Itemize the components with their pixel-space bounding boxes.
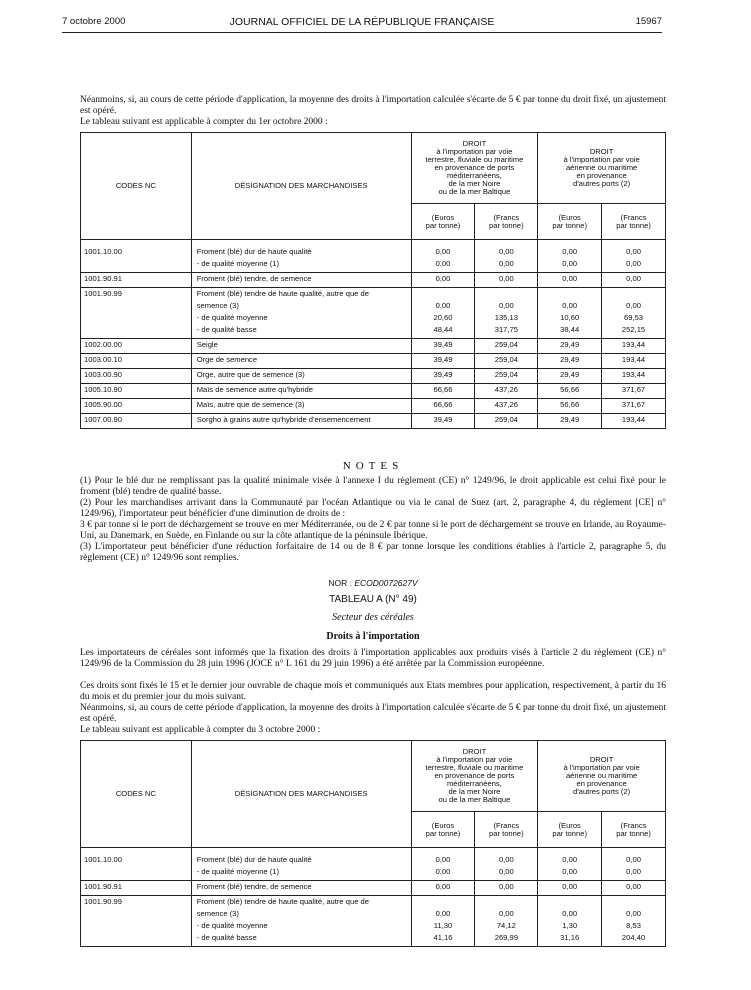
designation-line: Seigle	[196, 340, 218, 349]
table-header-row	[81, 741, 666, 812]
duty-euros-other-ports: 56,66	[560, 385, 580, 394]
designation-header: DÉSIGNATION DES MARCHANDISES	[191, 133, 411, 240]
nc-code: 1001.90.91	[84, 882, 123, 891]
duty-francs-mediterranean-cell	[475, 288, 538, 339]
duty-euros-mediterranean: 66,66	[433, 400, 453, 409]
duty-francs-other-ports: 204,40	[621, 933, 646, 942]
duty-euros-mediterranean: 41,16	[433, 933, 453, 942]
designation-line: - de qualité moyenne (1)	[196, 867, 280, 876]
duty-euros-mediterranean: 11,30	[433, 921, 453, 930]
designation-line: Orge, autre que de semence (3)	[196, 370, 305, 379]
francs-unit-line: par tonne)	[489, 828, 524, 838]
note-3: (3) L'importateur peut bénéficier d'une réduction forfaitaire de 14 ou de 8 € par tonne lorsque les conditions établies à l'article 2, paragraphe 5, du règlement (CE) n° 1249/96 sont remplies.	[80, 542, 666, 563]
duty-francs-other-ports: 0,00	[626, 882, 641, 891]
duty-euros-mediterranean: 66,66	[433, 385, 453, 394]
francs-unit-line: (Francs	[620, 820, 647, 830]
duty-euros-mediterranean: 48,44	[433, 325, 453, 334]
blank-line	[602, 288, 665, 300]
duty-euros-mediterranean-cell	[411, 273, 475, 288]
note-2: (2) Pour les marchandises arrivant dans la Communauté par l'océan Atlantique ou via le canal de Suez (art. 2, paragraphe 4, du règlement [CE] n° 1249/96), l'importateur peut bénéficier d'une diminution de droits de :	[80, 498, 666, 519]
table-header-row	[81, 133, 666, 204]
designation-cell	[191, 246, 411, 273]
table-row	[81, 399, 666, 414]
droit-mediterranean-header-line: méditerranéens,	[446, 171, 502, 180]
designation-line: Froment (blé) dur de haute qualité	[196, 855, 312, 864]
duty-euros-mediterranean-cell	[411, 854, 475, 881]
designation-line: semence (3)	[196, 301, 239, 310]
francs-unit-header	[475, 204, 538, 240]
blank-line	[602, 896, 665, 908]
droit-other-ports-header-line: aérienne ou maritime	[565, 771, 638, 780]
nc-code-cell	[81, 273, 192, 288]
duty-euros-other-ports-cell	[538, 273, 602, 288]
nc-code: 1001.90.99	[84, 897, 123, 906]
duty-euros-other-ports-cell	[538, 369, 602, 384]
francs-unit-line: (Francs	[493, 212, 520, 222]
duty-francs-mediterranean: 259,04	[494, 355, 518, 364]
duty-francs-mediterranean: 259,04	[494, 370, 518, 379]
droit-mediterranean-header-line: méditerranéens,	[446, 779, 502, 788]
table-row	[81, 246, 666, 273]
duty-francs-mediterranean: 0,00	[498, 882, 514, 891]
nc-code-cell	[81, 369, 192, 384]
nc-code: 1002.00.00	[84, 340, 123, 349]
designation-line: Orge de semence	[196, 355, 258, 364]
duty-francs-mediterranean-cell	[475, 881, 538, 896]
duty-euros-mediterranean-cell	[411, 339, 475, 354]
droit-other-ports-header-line: à l'importation par voie	[563, 763, 640, 772]
duty-francs-other-ports-cell	[602, 896, 666, 947]
euros-unit-line: par tonne)	[425, 828, 461, 838]
duties-table-2	[80, 740, 666, 947]
nor-reference	[80, 578, 666, 588]
duty-euros-mediterranean: 0,00	[435, 882, 451, 891]
header-date: 7 octobre 2000	[62, 16, 126, 27]
euros-unit-header	[538, 812, 602, 848]
duty-francs-mediterranean-cell	[475, 246, 538, 273]
euros-unit-line: par tonne)	[552, 828, 587, 838]
duties-table-1	[80, 132, 666, 429]
header-rule	[62, 32, 662, 33]
nor-label: NOR :	[328, 578, 355, 588]
duty-euros-other-ports: 56,66	[560, 400, 580, 409]
duty-francs-mediterranean: 74,12	[496, 921, 516, 930]
duty-francs-other-ports-cell	[602, 339, 666, 354]
import-duties-heading: Droits à l'importation	[326, 631, 420, 642]
nc-code-cell	[81, 288, 192, 339]
notes-title: NOTES	[342, 460, 404, 472]
duty-euros-mediterranean-cell	[411, 881, 475, 896]
droit-mediterranean-header-line: DROIT	[462, 139, 487, 148]
duty-euros-mediterranean: 0,00	[435, 867, 451, 876]
blank-line	[475, 288, 537, 300]
tableau-title: TABLEAU A (N° 49)	[329, 594, 417, 605]
duty-francs-mediterranean-cell	[475, 339, 538, 354]
duty-euros-mediterranean: 0,00	[435, 301, 451, 310]
table-row	[81, 369, 666, 384]
designation-header: DÉSIGNATION DES MARCHANDISES	[191, 741, 411, 848]
duty-euros-other-ports-cell	[538, 246, 602, 273]
droit-other-ports-header-line: d'autres ports (2)	[573, 179, 631, 188]
designation-line: Maïs, autre que de semence (3)	[196, 400, 305, 409]
duty-francs-mediterranean: 0,00	[498, 855, 514, 864]
duty-euros-other-ports-cell	[538, 384, 602, 399]
designation-line: semence (3)	[196, 909, 239, 918]
droit-other-ports-header-line: à l'importation par voie	[563, 155, 640, 164]
nc-code: 1007.00.90	[84, 415, 123, 424]
table-row	[81, 288, 666, 339]
duty-francs-other-ports: 8,53	[626, 921, 641, 930]
designation-cell	[191, 273, 411, 288]
nc-code: 1001.10.00	[84, 855, 123, 864]
journal-title: JOURNAL OFFICIEL DE LA RÉPUBLIQUE FRANÇAISE	[229, 16, 495, 28]
duty-euros-other-ports: 0,00	[562, 247, 578, 256]
francs-unit-line: par tonne)	[616, 828, 651, 838]
duty-euros-other-ports-cell	[538, 881, 602, 896]
droit-other-ports-header-line: DROIT	[589, 755, 614, 764]
codes-header: CODES NC	[81, 133, 192, 240]
duty-francs-other-ports: 0,00	[626, 247, 641, 256]
table-row	[81, 414, 666, 429]
euros-unit-line: (Euros	[558, 212, 581, 222]
page-number: 15967	[635, 16, 662, 27]
designation-cell	[191, 854, 411, 881]
nc-code: 1003.00.90	[84, 370, 123, 379]
duty-euros-other-ports: 31,16	[560, 933, 580, 942]
duty-euros-mediterranean: 39,49	[433, 415, 453, 424]
note-2-detail: 3 € par tonne si le port de déchargement se trouve en mer Méditerranée, ou de 2 € par tonne si le port de déchargement se trouve en Irlande, au Royaume-Uni, au Danemark, en Suède, en Finlande ou sur la côte atlantique de la péninsule Ibérique.	[80, 520, 666, 541]
francs-unit-header	[602, 204, 666, 240]
duty-francs-mediterranean: 0,00	[498, 909, 514, 918]
duty-euros-mediterranean: 20,60	[433, 313, 453, 322]
nc-code: 1005.90.00	[84, 400, 123, 409]
section2-paragraph-1: Les importateurs de céréales sont informés que la fixation des droits à l'importation applicables aux produits visés à l'article 2 du règlement (CE) n° 1249/96 de la Commission du 28 juin 1996 (JOCE n° L 161 du 29 juin 1996) a été arrêtée par la Commission européenne.	[80, 648, 666, 669]
duty-francs-mediterranean-cell	[475, 369, 538, 384]
duty-francs-other-ports: 193,44	[621, 415, 646, 424]
droit-other-ports-header-line: en provenance	[576, 779, 627, 788]
duty-francs-mediterranean: 269,99	[494, 933, 518, 942]
nc-code-cell	[81, 881, 192, 896]
note-1: (1) Pour le blé dur ne remplissant pas la qualité minimale visée à l'annexe I du règlement (CE) n° 1249/96, le droit applicable est celui fixé pour le froment (blé) tendre de qualité basse.	[80, 476, 666, 497]
duty-francs-mediterranean: 0,00	[498, 247, 514, 256]
duty-euros-mediterranean-cell	[411, 896, 475, 947]
droit-mediterranean-header-line: DROIT	[462, 747, 487, 756]
codes-header: CODES NC	[81, 741, 192, 848]
francs-unit-line: (Francs	[493, 820, 520, 830]
duty-francs-mediterranean-cell	[475, 399, 538, 414]
duty-euros-other-ports: 38,44	[560, 325, 580, 334]
duty-francs-other-ports: 0,00	[626, 274, 641, 283]
droit-other-ports-header	[538, 133, 666, 204]
sector-title: Secteur des céréales	[332, 612, 414, 623]
droit-mediterranean-header-line: de la mer Noire	[448, 179, 501, 188]
duty-euros-other-ports-cell	[538, 854, 602, 881]
duty-euros-other-ports: 10,60	[560, 313, 580, 322]
designation-cell	[191, 414, 411, 429]
duty-francs-other-ports-cell	[602, 369, 666, 384]
duty-euros-other-ports: 29,49	[560, 355, 580, 364]
duty-francs-other-ports-cell	[602, 288, 666, 339]
designation-cell	[191, 384, 411, 399]
duty-euros-other-ports-cell	[538, 339, 602, 354]
euros-unit-header	[411, 204, 475, 240]
droit-other-ports-header	[538, 741, 666, 812]
duty-euros-mediterranean: 39,49	[433, 340, 453, 349]
duty-francs-other-ports: 193,44	[621, 340, 646, 349]
duty-euros-other-ports: 0,00	[562, 274, 578, 283]
duty-euros-other-ports-cell	[538, 414, 602, 429]
duty-euros-other-ports: 0,00	[562, 259, 578, 268]
duty-francs-other-ports: 371,67	[621, 400, 646, 409]
nc-code: 1001.90.91	[84, 274, 123, 283]
duty-euros-other-ports-cell	[538, 399, 602, 414]
duty-euros-other-ports: 0,00	[562, 909, 578, 918]
duty-euros-other-ports-cell	[538, 354, 602, 369]
francs-unit-header	[602, 812, 666, 848]
nc-code-cell	[81, 339, 192, 354]
designation-line: Froment (blé) tendre de haute qualité, autre que de	[196, 289, 369, 298]
duty-euros-other-ports: 0,00	[562, 855, 578, 864]
designation-line: Maïs de semence autre qu'hybride	[196, 385, 313, 394]
duty-francs-other-ports: 193,44	[621, 370, 646, 379]
nc-code-cell	[81, 399, 192, 414]
euros-unit-line: par tonne)	[552, 220, 587, 230]
droit-mediterranean-header-line: à l'importation par voie	[436, 755, 513, 764]
duty-francs-other-ports: 0,00	[626, 301, 641, 310]
duty-euros-other-ports: 0,00	[562, 882, 578, 891]
designation-line: Sorgho à grains autre qu'hybride d'ensemencement	[196, 415, 371, 424]
droit-mediterranean-header-line: terrestre, fluviale ou maritime	[425, 763, 524, 772]
duty-francs-mediterranean: 317,75	[494, 325, 518, 334]
duty-euros-mediterranean-cell	[411, 414, 475, 429]
droit-mediterranean-header-line: ou de la mer Baltique	[438, 795, 511, 804]
designation-cell	[191, 369, 411, 384]
designation-line: - de qualité basse	[196, 325, 257, 334]
duty-francs-mediterranean-cell	[475, 384, 538, 399]
duty-francs-other-ports: 193,44	[621, 355, 646, 364]
duty-euros-mediterranean: 39,49	[433, 355, 453, 364]
table-row	[81, 384, 666, 399]
duty-francs-other-ports: 371,67	[621, 385, 646, 394]
francs-unit-line: par tonne)	[616, 220, 651, 230]
blank-line	[475, 896, 537, 908]
section2-paragraph-3: Néanmoins, si, au cours de cette période d'application, la moyenne des droits à l'importation calculée s'écarte de 5 € par tonne du droit fixé, un ajustement est opéré.	[80, 703, 666, 724]
francs-unit-line: (Francs	[620, 212, 647, 222]
duty-euros-mediterranean: 0,00	[435, 909, 451, 918]
table-row	[81, 339, 666, 354]
intro-paragraph-2: Le tableau suivant est applicable à compter du 1er octobre 2000 :	[80, 117, 328, 127]
droit-mediterranean-header-line: de la mer Noire	[448, 787, 501, 796]
table-row	[81, 354, 666, 369]
droit-mediterranean-header-line: en provenance de ports	[434, 771, 515, 780]
designation-cell	[191, 288, 411, 339]
duty-francs-other-ports-cell	[602, 246, 666, 273]
droit-other-ports-header-line: en provenance	[576, 171, 627, 180]
duty-euros-mediterranean-cell	[411, 246, 475, 273]
page-header	[62, 16, 662, 32]
duty-euros-mediterranean-cell	[411, 288, 475, 339]
duty-euros-other-ports: 29,49	[560, 415, 580, 424]
nc-code-cell	[81, 354, 192, 369]
euros-unit-header	[538, 204, 602, 240]
nc-code: 1005.10.90	[84, 385, 123, 394]
droit-mediterranean-header-line: en provenance de ports	[434, 163, 515, 172]
duty-francs-other-ports-cell	[602, 399, 666, 414]
euros-unit-line: (Euros	[431, 820, 455, 830]
designation-cell	[191, 339, 411, 354]
duty-euros-other-ports: 0,00	[562, 301, 578, 310]
euros-unit-line: (Euros	[558, 820, 581, 830]
nor-code: ECOD0072627V	[354, 578, 418, 588]
designation-cell	[191, 399, 411, 414]
duty-euros-mediterranean-cell	[411, 369, 475, 384]
duty-euros-other-ports: 1,30	[562, 921, 578, 930]
designation-line: Froment (blé) tendre de haute qualité, autre que de	[196, 897, 369, 906]
duty-francs-mediterranean-cell	[475, 273, 538, 288]
nc-code-cell	[81, 384, 192, 399]
duty-francs-other-ports-cell	[602, 354, 666, 369]
droit-mediterranean-header	[411, 741, 538, 812]
euros-unit-line: par tonne)	[425, 220, 461, 230]
duty-euros-other-ports-cell	[538, 896, 602, 947]
nc-code-cell	[81, 854, 192, 881]
blank-line	[538, 288, 601, 300]
duty-francs-mediterranean: 0,00	[498, 274, 514, 283]
duty-euros-mediterranean: 0,00	[435, 274, 451, 283]
designation-line: - de qualité moyenne	[196, 921, 268, 930]
designation-line: Froment (blé) dur de haute qualité	[196, 247, 312, 256]
duty-francs-mediterranean: 437,26	[494, 385, 518, 394]
duty-euros-mediterranean-cell	[411, 384, 475, 399]
designation-line: - de qualité basse	[196, 933, 257, 942]
duty-francs-other-ports: 0,00	[626, 259, 641, 268]
duty-euros-mediterranean-cell	[411, 399, 475, 414]
blank-line	[412, 896, 475, 908]
duty-francs-other-ports: 69,53	[624, 313, 644, 322]
designation-cell	[191, 354, 411, 369]
duty-euros-other-ports: 29,49	[560, 340, 580, 349]
euros-unit-line: (Euros	[431, 212, 455, 222]
duty-euros-mediterranean: 0,00	[435, 247, 451, 256]
euros-unit-header	[411, 812, 475, 848]
duty-euros-other-ports-cell	[538, 288, 602, 339]
droit-mediterranean-header-line: terrestre, fluviale ou maritime	[425, 155, 524, 164]
nc-code-cell	[81, 896, 192, 947]
duty-euros-other-ports: 0,00	[562, 867, 578, 876]
duty-francs-other-ports: 0,00	[626, 855, 641, 864]
duty-francs-mediterranean: 135,13	[494, 313, 518, 322]
nc-code: 1003.00.10	[84, 355, 123, 364]
table-row	[81, 881, 666, 896]
duty-euros-other-ports: 29,49	[560, 370, 580, 379]
table-row	[81, 896, 666, 947]
droit-other-ports-header-line: DROIT	[589, 147, 614, 156]
blank-line	[538, 896, 601, 908]
duty-euros-mediterranean: 0,00	[435, 259, 451, 268]
duty-francs-other-ports-cell	[602, 273, 666, 288]
francs-unit-line: par tonne)	[489, 220, 524, 230]
designation-line: - de qualité moyenne (1)	[196, 259, 280, 268]
blank-line	[412, 288, 475, 300]
duty-francs-mediterranean-cell	[475, 896, 538, 947]
droit-mediterranean-header-line: à l'importation par voie	[436, 147, 513, 156]
duty-francs-mediterranean: 259,04	[494, 340, 518, 349]
duty-francs-mediterranean-cell	[475, 414, 538, 429]
duty-euros-mediterranean-cell	[411, 354, 475, 369]
duty-francs-mediterranean-cell	[475, 354, 538, 369]
section2-paragraph-2: Ces droits sont fixés le 15 et le dernier jour ouvrable de chaque mois et communiqués aux Etats membres pour application, respectivement, à partir du 16 du mois et du premier jour du mois suivant.	[80, 681, 666, 702]
droit-mediterranean-header	[411, 133, 538, 204]
duty-francs-other-ports-cell	[602, 414, 666, 429]
duty-francs-mediterranean: 259,04	[494, 415, 518, 424]
designation-line: Froment (blé) tendre, de semence	[196, 882, 312, 891]
nc-code: 1001.10.00	[84, 247, 123, 256]
intro-paragraph-1: Néanmoins, si, au cours de cette période d'application, la moyenne des droits à l'importation calculée s'écarte de 5 € par tonne du droit fixé, un ajustement est opéré.	[80, 95, 666, 116]
droit-other-ports-header-line: d'autres ports (2)	[573, 787, 631, 796]
duty-francs-mediterranean: 0,00	[498, 259, 514, 268]
droit-other-ports-header-line: aérienne ou maritime	[565, 163, 638, 172]
nc-code: 1001.90.99	[84, 289, 123, 298]
designation-cell	[191, 896, 411, 947]
nc-code-cell	[81, 414, 192, 429]
duty-francs-mediterranean: 437,26	[494, 400, 518, 409]
designation-line: Froment (blé) tendre, de semence	[196, 274, 312, 283]
nc-code-cell	[81, 246, 192, 273]
duty-francs-other-ports: 0,00	[626, 867, 641, 876]
duty-francs-other-ports-cell	[602, 384, 666, 399]
duty-francs-other-ports-cell	[602, 854, 666, 881]
duty-euros-mediterranean: 0,00	[435, 855, 451, 864]
duty-francs-other-ports-cell	[602, 881, 666, 896]
duty-francs-mediterranean: 0,00	[498, 867, 514, 876]
droit-mediterranean-header-line: ou de la mer Baltique	[438, 187, 511, 196]
table-row	[81, 273, 666, 288]
duty-francs-mediterranean-cell	[475, 854, 538, 881]
table-row	[81, 854, 666, 881]
francs-unit-header	[475, 812, 538, 848]
designation-cell	[191, 881, 411, 896]
duty-francs-other-ports: 252,15	[621, 325, 646, 334]
section2-paragraph-4: Le tableau suivant est applicable à compter du 3 octobre 2000 :	[80, 725, 321, 735]
duty-francs-other-ports: 0,00	[626, 909, 641, 918]
duty-francs-mediterranean: 0,00	[498, 301, 514, 310]
duty-euros-mediterranean: 39,49	[433, 370, 453, 379]
designation-line: - de qualité moyenne	[196, 313, 268, 322]
